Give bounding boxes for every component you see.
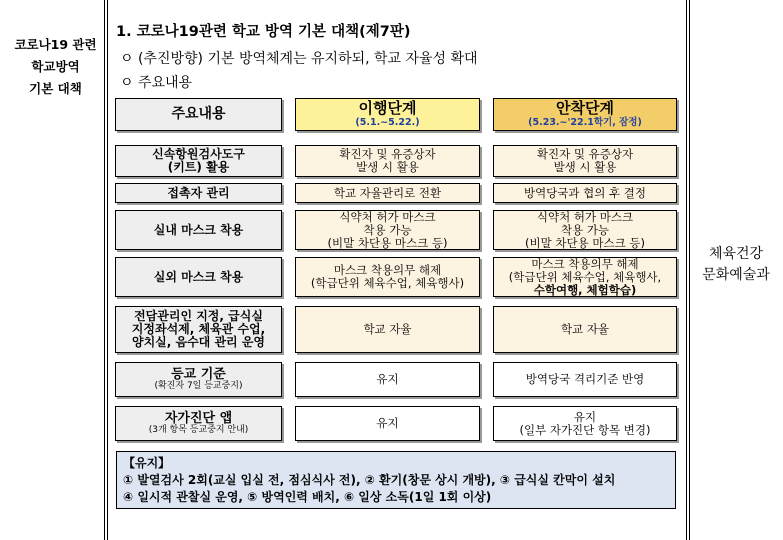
cell-implementation-attendance-criteria <box>295 362 480 397</box>
frame-line-left-inner <box>107 0 108 540</box>
cell-line: 방역당국 격리기준 반영 <box>525 372 645 386</box>
category-line-2: 학교방역 <box>31 59 80 74</box>
header-implementation-stage <box>295 98 480 131</box>
cell-line: 마스크 착용의무 해제 <box>531 256 639 271</box>
cell-settlement-contact-management <box>493 183 677 203</box>
row-label-outdoor-mask <box>115 257 282 297</box>
cell-implementation-self-diagnosis-app <box>295 406 480 441</box>
note-line-2: ④ 일시적 관찰실 운영, ⑤ 방역인력 배치, ⑥ 일상 소독(1일 1회 이상) <box>123 490 492 504</box>
category-line-1: 코로나19 관련 <box>14 37 97 52</box>
cell-line: 수학여행, 체험학습) <box>533 282 637 297</box>
frame-line-right <box>686 0 687 540</box>
header-settlement-title: 안착단계 <box>556 99 614 117</box>
cell-line: 유지 <box>376 372 399 386</box>
cell-line: 확진자 및 유증상자 <box>339 147 436 161</box>
cell-line: 착용 가능 <box>560 222 610 237</box>
row-label-rapid-test <box>115 145 282 177</box>
header-implementation-title: 이행단계 <box>358 99 417 117</box>
cell-settlement-outdoor-mask <box>493 257 677 297</box>
cell-line: (학급단위 체육수업, 체육행사) <box>310 276 465 290</box>
cell-line: 발생 시 활용 <box>553 160 617 174</box>
cell-line: (학급단위 체육수업, 체육행사, <box>508 269 662 284</box>
row-label-line: 지정좌석제, 체육관 수업, <box>131 322 266 336</box>
cell-implementation-rapid-test <box>295 145 480 177</box>
maintained-measures-box <box>116 451 676 509</box>
row-label-line: (키트) 활용 <box>167 160 230 174</box>
bullet-main-content: ㅇ 주요내용 <box>120 75 193 91</box>
cell-line: 마스크 착용의무 해제 <box>333 263 442 277</box>
cell-line: 확진자 및 유증상자 <box>536 147 634 161</box>
department-label <box>689 244 783 286</box>
section-heading: 1. 코로나19관련 학교 방역 기본 대책(제7판) <box>116 24 411 40</box>
cell-settlement-facility-management <box>493 306 677 353</box>
row-label-line: 신속항원검사도구 <box>152 147 245 161</box>
header-settlement-stage <box>493 98 677 131</box>
cell-settlement-indoor-mask <box>493 210 677 250</box>
cell-line: 유지 <box>376 416 399 430</box>
cell-implementation-facility-management <box>295 306 480 353</box>
row-label-line: 전담관리인 지정, 급식실 <box>134 309 263 323</box>
header-main-content <box>115 98 282 131</box>
row-label-contact-management <box>115 183 282 203</box>
row-label-sub: (확진자 7일 등교중지) <box>154 380 243 391</box>
cell-line: (일부 자가진단 항목 변경) <box>519 422 651 437</box>
row-label-self-diagnosis-app <box>115 406 282 441</box>
cell-line: (비말 차단용 마스크 등) <box>327 235 448 250</box>
cell-line: 학교 자율관리로 전환 <box>333 185 442 200</box>
cell-settlement-rapid-test <box>493 145 677 177</box>
category-label <box>8 34 103 100</box>
cell-line: 식약처 허가 마스크 <box>536 209 634 224</box>
cell-settlement-attendance-criteria <box>493 362 677 397</box>
cell-line: 방역당국과 협의 후 결정 <box>523 185 647 200</box>
row-label-line: 실내 마스크 착용 <box>153 222 244 237</box>
department-line-1: 체육건강 <box>708 246 764 262</box>
cell-line: 식약처 허가 마스크 <box>339 209 436 224</box>
cell-implementation-contact-management <box>295 183 480 203</box>
row-label-line: 접촉자 관리 <box>167 185 230 200</box>
row-label-facility-management <box>115 306 282 353</box>
row-label-attendance-criteria <box>115 362 282 397</box>
note-title: 【유지】 <box>123 456 171 470</box>
department-line-2: 문화예술과 <box>702 267 770 283</box>
row-label-main: 등교 기준 <box>171 366 226 382</box>
row-label-sub: (3개 항목 등교중지 안내) <box>148 424 249 435</box>
cell-settlement-self-diagnosis-app <box>493 406 677 441</box>
row-label-line: 양치실, 음수대 관리 운영 <box>131 335 265 349</box>
note-line-1: ① 발열검사 2회(교실 입실 전, 점심식사 전), ② 환기(창문 상시 개방), ③ 급식실 칸막이 설치 <box>123 473 616 487</box>
cell-line: 착용 가능 <box>363 222 412 237</box>
header-main-content-text: 주요내용 <box>171 106 226 122</box>
row-label-indoor-mask <box>115 210 282 250</box>
header-settlement-period: (5.23.~'22.1학기, 잠정) <box>528 117 642 128</box>
cell-line: 발생 시 활용 <box>356 160 419 174</box>
frame-line-left <box>104 0 105 540</box>
cell-line: 학교 자율 <box>560 322 610 336</box>
cell-line: (비말 차단용 마스크 등) <box>525 235 645 250</box>
cell-implementation-indoor-mask <box>295 210 480 250</box>
cell-implementation-outdoor-mask <box>295 257 480 297</box>
row-label-line: 실외 마스크 착용 <box>153 269 244 284</box>
header-implementation-period: (5.1.~5.22.) <box>355 117 420 128</box>
cell-line: 학교 자율 <box>363 322 412 336</box>
category-line-3: 기본 대책 <box>29 81 82 96</box>
row-label-main: 자가진단 앱 <box>164 410 233 426</box>
cell-line: 유지 <box>573 409 597 424</box>
bullet-direction: ㅇ (추진방향) 기본 방역체계는 유지하되, 학교 자율성 확대 <box>120 51 478 67</box>
